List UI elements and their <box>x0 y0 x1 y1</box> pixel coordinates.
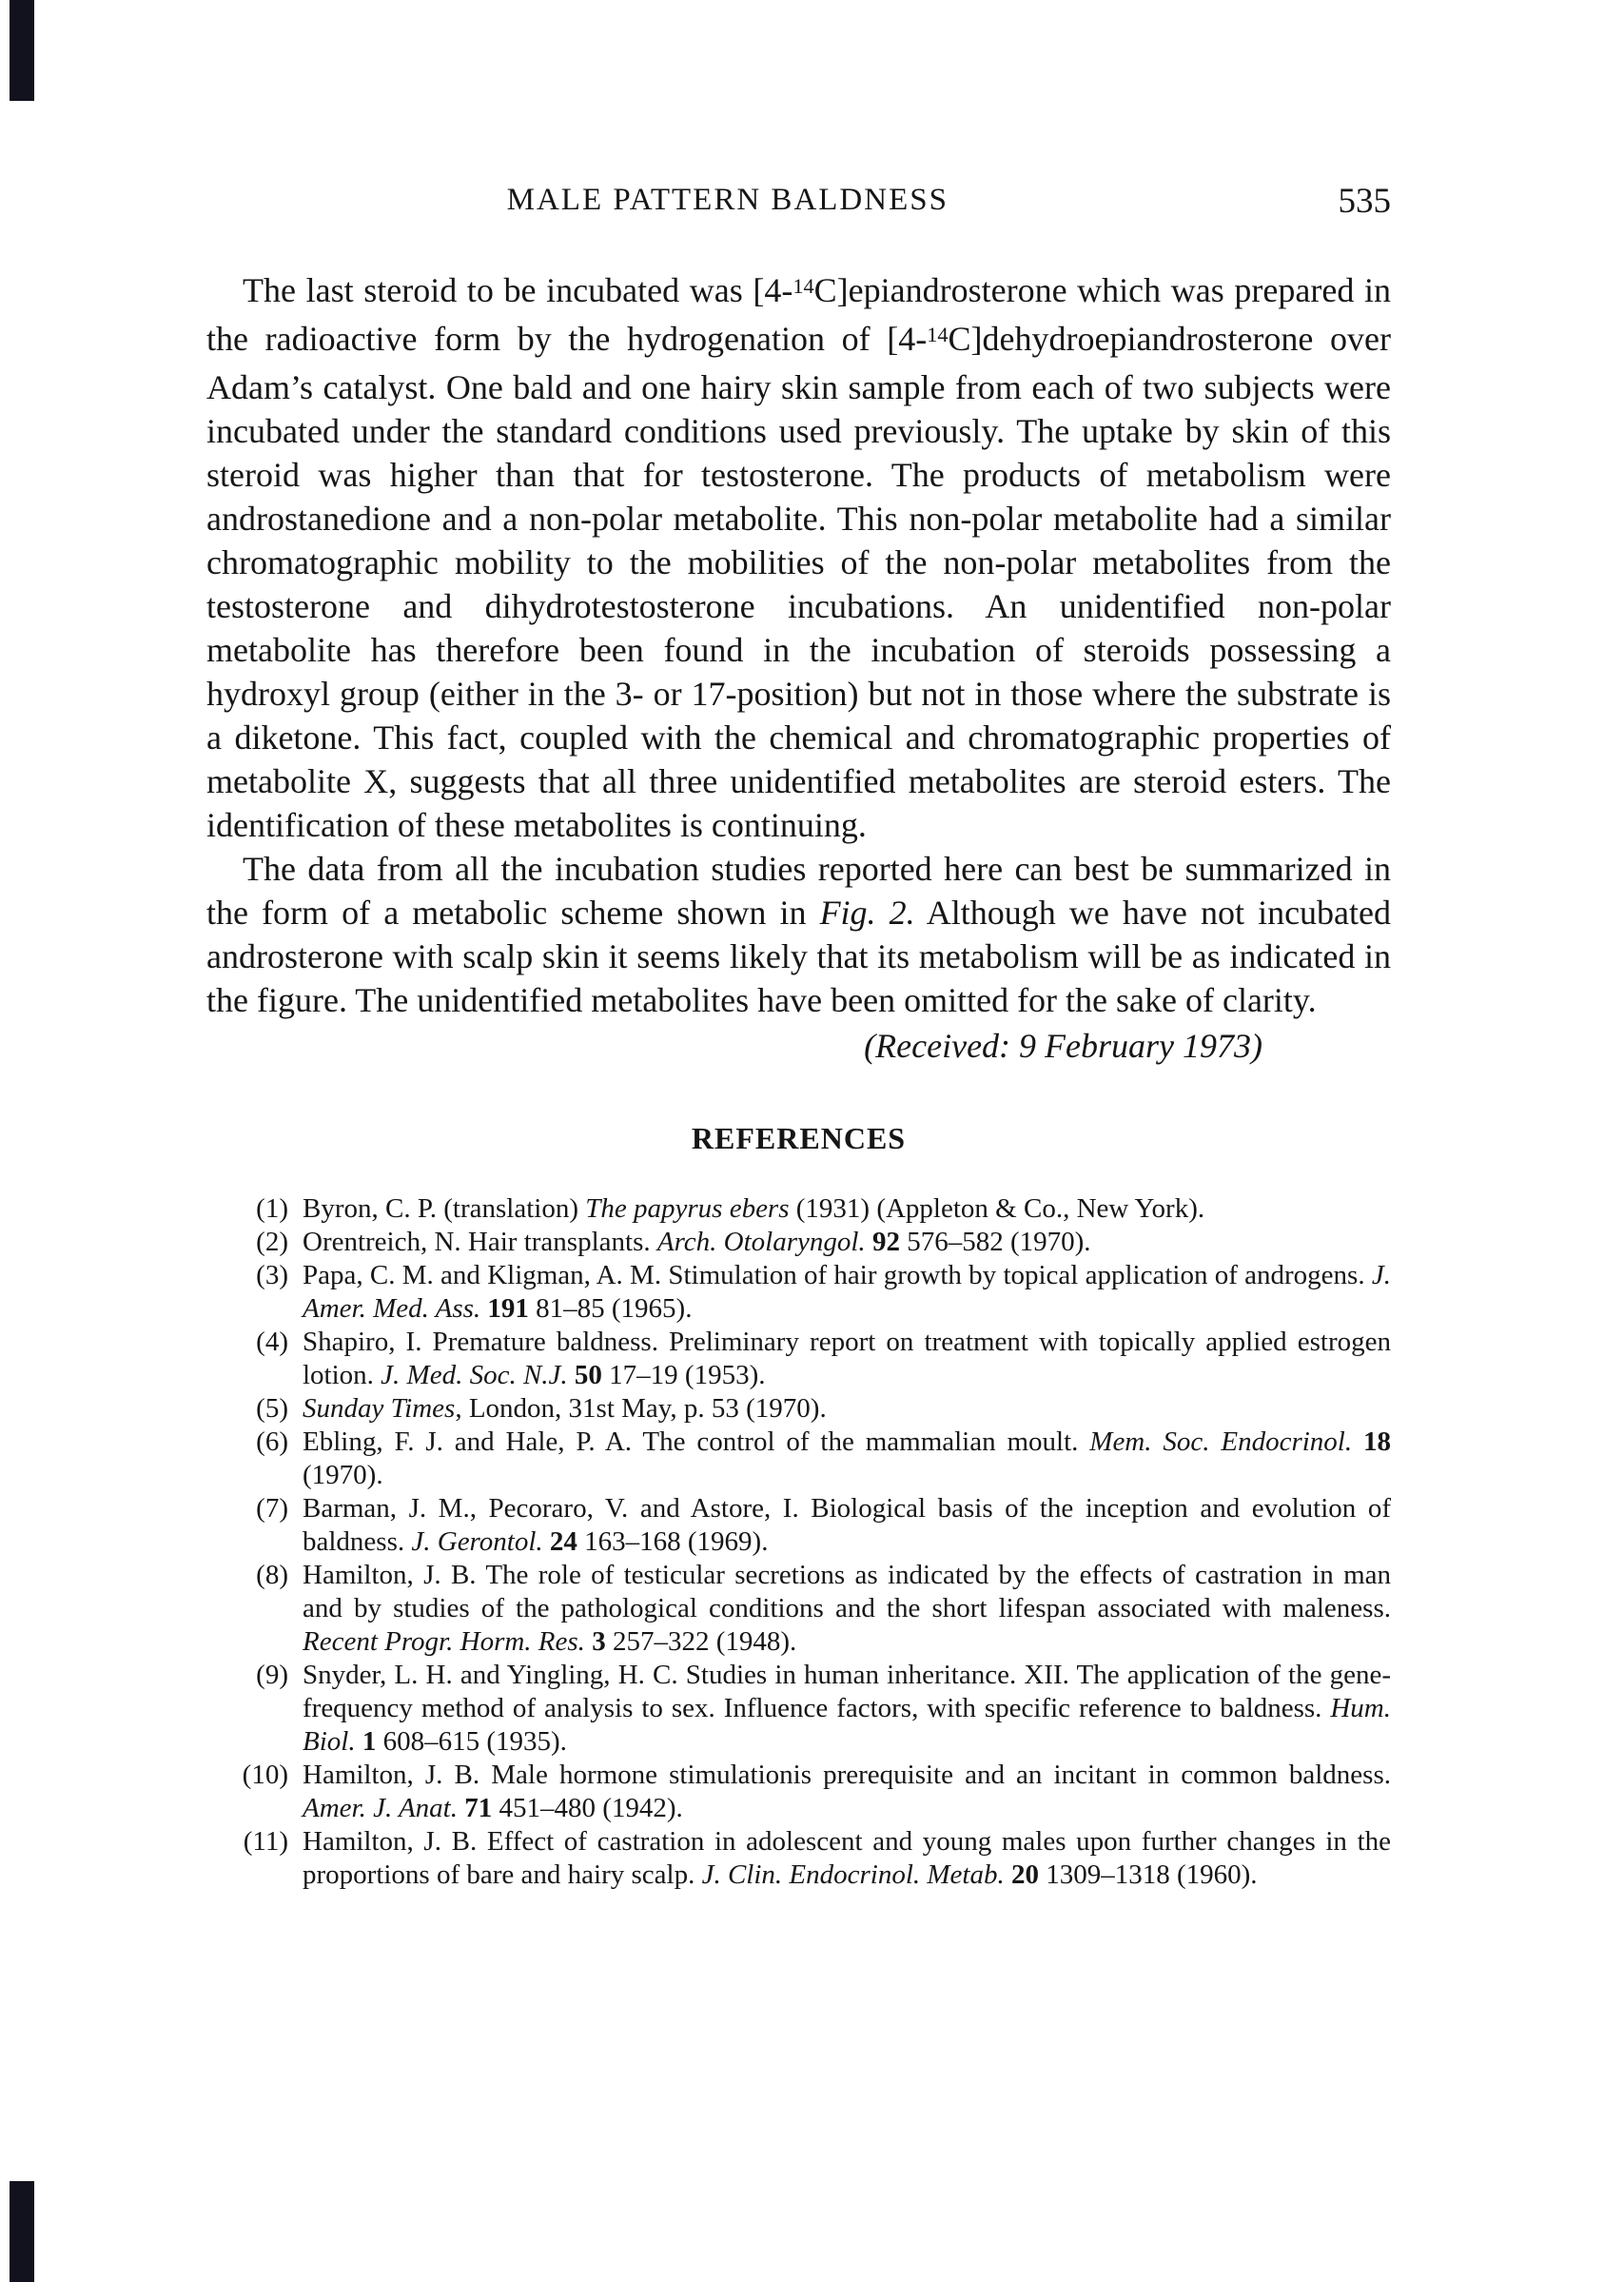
text-run: 257–322 (1948). <box>605 1626 797 1657</box>
scan-edge-artifact-bottom <box>10 2181 34 2282</box>
text-run <box>1005 1859 1011 1890</box>
reference-number: (1) <box>256 1193 288 1224</box>
text-run: J. Med. Soc. N.J. <box>381 1360 568 1390</box>
text-run <box>1352 1426 1363 1457</box>
text-run: Orentreich, N. Hair transplants. <box>303 1227 657 1257</box>
reference-item <box>227 1759 1391 1825</box>
text-run <box>543 1526 550 1557</box>
reference-number: (11) <box>243 1826 288 1857</box>
text-run: , London, 31st May, p. 53 (1970). <box>455 1393 827 1424</box>
text-run: J. Amer. Med. Ass. <box>303 1260 1391 1324</box>
text-run: Recent Progr. Horm. Res. <box>303 1626 585 1657</box>
text-run: 92 <box>871 1227 900 1257</box>
text-run: 71 <box>464 1793 493 1823</box>
text-run: Barman, J. M., Pecoraro, V. and Astore, I. Biological basis of the inception and evolution of baldness. <box>303 1493 1391 1557</box>
text-run: Ebling, F. J. and Hale, P. A. The control of the mammalian moult. <box>303 1426 1090 1457</box>
reference-number: (10) <box>242 1760 288 1790</box>
text-run: 576–582 (1970). <box>899 1227 1091 1257</box>
text-run: J. Gerontol. <box>411 1526 543 1557</box>
reference-number: (4) <box>256 1327 288 1357</box>
reference-text <box>303 1825 1391 1892</box>
reference-number: (2) <box>256 1227 288 1257</box>
reference-item <box>227 1492 1391 1559</box>
reference-item <box>227 1192 1391 1226</box>
text-run: Sunday Times <box>303 1393 456 1424</box>
text-run: 17–19 (1953). <box>601 1360 766 1390</box>
reference-number: (3) <box>256 1260 288 1290</box>
reference-item <box>227 1326 1391 1392</box>
reference-number: (7) <box>256 1493 288 1524</box>
reference-text <box>303 1226 1391 1259</box>
text-run: Although we have not incubated androsterone with scalp skin it seems likely that its metabolism will be as indicated in the figure. The unidentified metabolites have been omitted for the sake of clarity. <box>206 894 1392 1019</box>
references-list <box>206 1192 1391 1892</box>
text-run: 18 <box>1363 1426 1391 1457</box>
text-run: Mem. Soc. Endocrinol. <box>1089 1426 1353 1457</box>
text-run: Hamilton, J. B. Effect of castration in adolescent and young males upon further changes in the proportions of bare and hairy scalp. <box>303 1826 1391 1890</box>
reference-text <box>303 1492 1391 1559</box>
text-run: 81–85 (1965). <box>528 1293 693 1324</box>
reference-number: (6) <box>256 1426 288 1457</box>
reference-number: (8) <box>256 1560 288 1590</box>
text-run: Byron, C. P. (translation) <box>303 1193 586 1224</box>
text-run: C]dehydroepiandrosterone over Adam’s catalyst. One bald and one hairy skin sample from each of two subjects were incubated under the standard conditions used previously. The uptake by skin of this steroid was higher than that for testosterone. The products of metabolism were androstanedione and a non-polar metabolite. This non-polar metabolite had a similar chromatographic mobility to the mobilities of the non-polar metabolites from the testosterone and dihydrotestosterone incubations. An unidentified non-polar metabolite has therefore been found in the incubation of steroids possessing a hydroxyl group (either in the 3- or 17-position) but not in those where the substrate is a diketone. This fact, coupled with the chemical and chromatographic properties of metabolite X, suggests that all three unidentified metabolites are steroid esters. The identification of these metabolites is continuing. <box>206 320 1392 844</box>
scan-edge-artifact-top <box>10 0 34 101</box>
text-run: Snyder, L. H. and Yingling, H. C. Studies in human inheritance. XII. The application of the gene-frequency method of analysis to sex. Influence factors, with specific reference to baldness. <box>303 1660 1391 1723</box>
text-run: Arch. Otolaryngol. <box>656 1227 866 1257</box>
article-body <box>206 268 1391 1068</box>
text-run: (1970). <box>303 1460 383 1490</box>
reference-item <box>227 1825 1391 1892</box>
text-run: Fig. 2. <box>819 894 915 932</box>
text-run: 14 <box>792 273 814 298</box>
page-number: 535 <box>1338 182 1391 221</box>
text-run: Hamilton, J. B. The role of testicular secretions as indicated by the effects of castration in man and by studies of the pathological conditions and the short lifespan associated with maleness. <box>303 1560 1391 1623</box>
text-run: 1 <box>362 1726 377 1757</box>
reference-item <box>227 1259 1391 1326</box>
text-run: 163–168 (1969). <box>577 1526 769 1557</box>
text-run: 24 <box>549 1526 577 1557</box>
text-run <box>568 1360 575 1390</box>
reference-text <box>303 1559 1391 1659</box>
paragraph-1 <box>206 268 1391 847</box>
paragraph-2 <box>206 847 1391 1022</box>
reference-text <box>303 1426 1391 1492</box>
text-run: Amer. J. Anat. <box>303 1793 458 1823</box>
reference-item <box>227 1426 1391 1492</box>
text-run: 20 <box>1010 1859 1039 1890</box>
text-run <box>866 1227 872 1257</box>
reference-number: (5) <box>256 1393 288 1424</box>
reference-text <box>303 1259 1391 1326</box>
text-run: Shapiro, I. Premature baldness. Preliminary report on treatment with topically applied estrogen lotion. <box>303 1327 1391 1390</box>
reference-text <box>303 1392 1391 1426</box>
text-run: 50 <box>574 1360 602 1390</box>
text-run: (1931) (Appleton & Co., New York). <box>789 1193 1205 1224</box>
text-run: Hum. Biol. <box>303 1693 1391 1757</box>
text-run: 1309–1318 (1960). <box>1038 1859 1258 1890</box>
reference-number: (9) <box>256 1660 288 1690</box>
text-run: Papa, C. M. and Kligman, A. M. Stimulation of hair growth by topical application of androgens. <box>303 1260 1372 1290</box>
reference-item <box>227 1559 1391 1659</box>
text-run <box>356 1726 362 1757</box>
reference-text <box>303 1192 1391 1226</box>
text-run: 3 <box>592 1626 606 1657</box>
reference-item <box>227 1659 1391 1759</box>
reference-item <box>227 1226 1391 1259</box>
text-run: 14 <box>927 322 949 346</box>
running-head <box>206 183 1391 226</box>
text-run: The data from all the incubation studies reported here can best be summarized in the form of a metabolic scheme shown in <box>206 850 1391 932</box>
text-run: J. Clin. Endocrinol. Metab. <box>701 1859 1005 1890</box>
text-run: The papyrus ebers <box>585 1193 790 1224</box>
text-run: 608–615 (1935). <box>376 1726 567 1757</box>
reference-text <box>303 1326 1391 1392</box>
text-run: C]epiandrosterone which was prepared in the radioactive form by the hydrogenation of [4- <box>206 271 1391 358</box>
text-run: The last steroid to be incubated was [4- <box>243 271 793 309</box>
text-run: 191 <box>487 1293 529 1324</box>
reference-text <box>303 1759 1391 1825</box>
references-heading: REFERENCES <box>691 1121 907 1155</box>
reference-text <box>303 1659 1391 1759</box>
text-run: Hamilton, J. B. Male hormone stimulationis prerequisite and an incitant in common baldness. <box>303 1760 1391 1790</box>
received-date-line: (Received: 9 February 1973) <box>864 1027 1262 1065</box>
text-run: 451–480 (1942). <box>492 1793 683 1823</box>
running-head-title: MALE PATTERN BALDNESS <box>506 183 949 217</box>
reference-item <box>227 1392 1391 1426</box>
page-content <box>206 0 1391 1892</box>
